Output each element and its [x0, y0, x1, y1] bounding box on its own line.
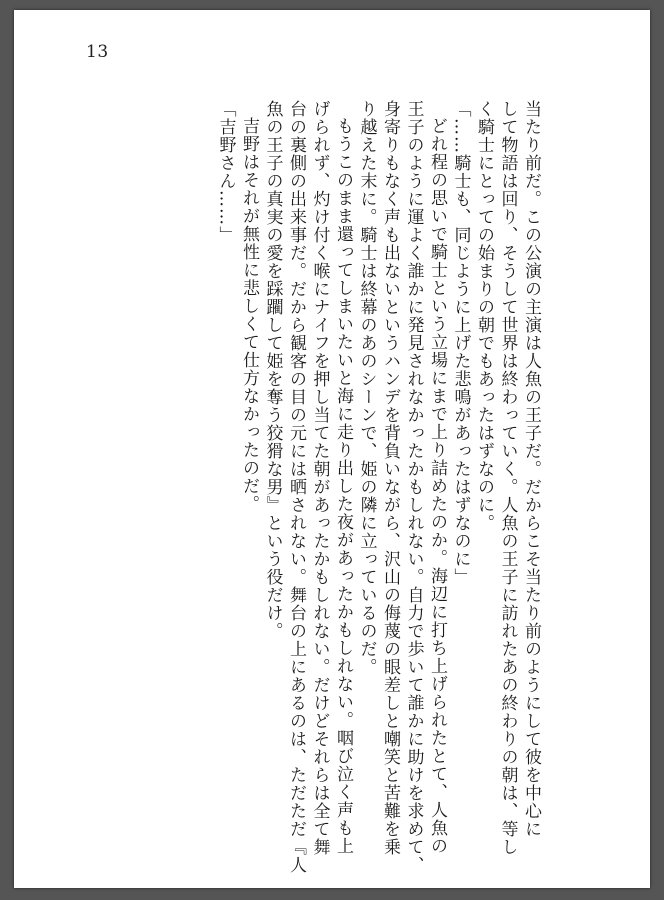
text-line: 王子のように運よく誰かに発見されなかったかもしれない。自力で歩いて誰かに助けを求めて、: [403, 100, 424, 874]
text-line: 「吉野さん……」: [215, 100, 236, 244]
text-line: 魚の王子の真実の愛を踩躙して姫を奪う狡猾な男』という役だけ。: [262, 100, 283, 640]
text-line: もうこのまま還ってしまいたいと海に走り出した夜があったかもしれない。咽び泣く声も上: [333, 117, 353, 855]
text-line: 台の裏側の出来事だ。だから観客の目の元には晒されない。舞台の上にあるのは、ただただ『人: [286, 100, 306, 874]
text-line: 当たり前だ。この公演の主演は人魚の王子だ。だからこそ当たり前のようにして彼を中心に: [521, 100, 541, 838]
text-line: して物語は回り、そうして世界は終わっていく。人魚の王子に訪れたあの終わりの朝は、等し: [497, 100, 518, 856]
vertical-text-body: [213, 100, 542, 874]
text-line: 「……騎士も、同じように上げた悲鳴があったはずなのに」: [450, 100, 471, 586]
text-line: 吉野はそれが無性に悲しくて仕方なかったのだ。: [239, 117, 259, 513]
text-line: どれ程の思いで騎士という立場にまで上り詰めたのか。海辺に打ち上げられたとて、人魚の: [427, 117, 447, 855]
text-line: げられず、灼け付く喉にナイフを押し当てた朝があったかもしれない。だけどそれらは全て舞: [309, 100, 330, 856]
book-page: [14, 10, 650, 888]
text-line: 身寄りもなく声も出ないというハンデを背負いながら、沢山の侮蔑の眼差しと嘲笑と苦難を乗: [380, 100, 400, 856]
text-line: り越えた末に。騎士は終幕のあのシーンで、姫の隣に立っているのだ。: [356, 100, 377, 676]
text-line: く騎士にとっての始まりの朝でもあったはずなのに。: [474, 100, 494, 532]
page-number: 13: [86, 42, 109, 62]
